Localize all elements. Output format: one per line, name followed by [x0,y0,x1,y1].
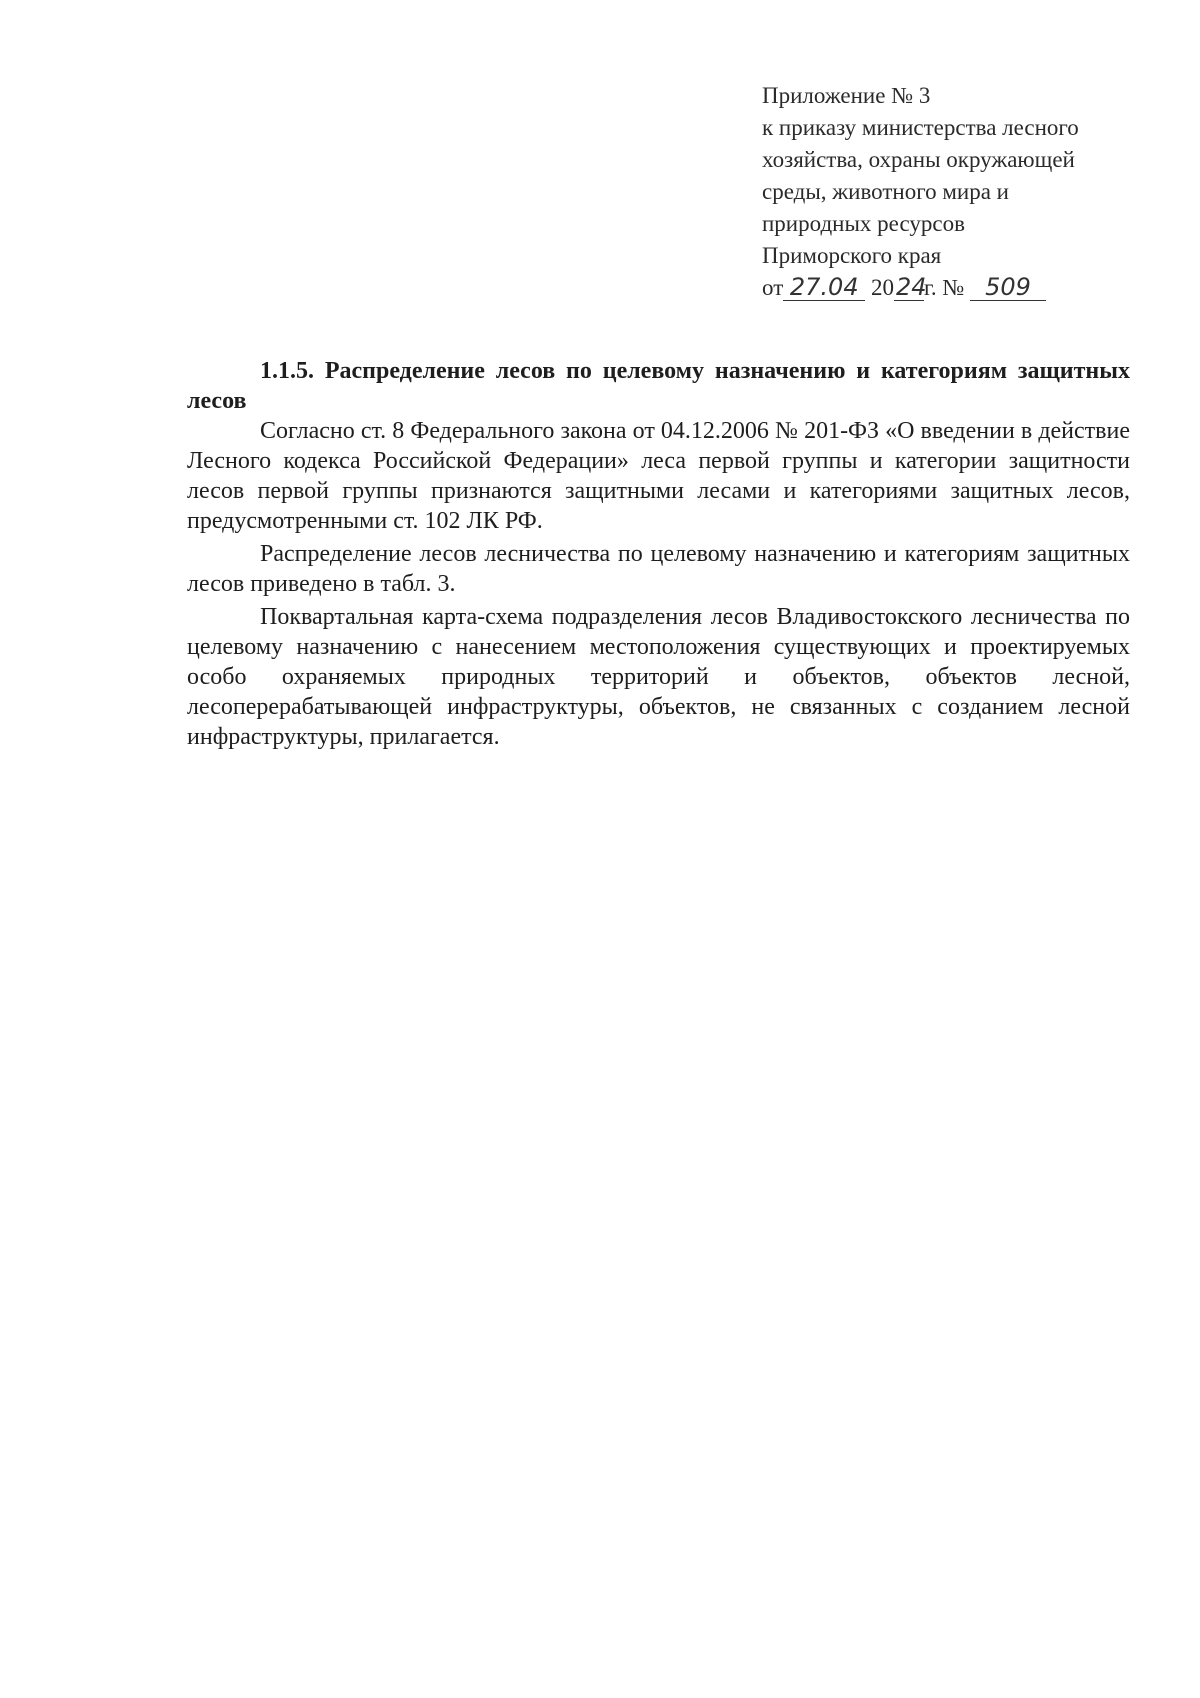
order-date-line [762,272,1162,304]
paragraph-table-reference: Распределение лесов лесничества по целевому назначению и категориям защитных лесов приведено в табл. 3. [187,541,1130,597]
paragraph-map-scheme: Поквартальная карта-схема подразделения лесов Владивостокского лесничества по целевому назначению с нанесением местоположения существующих и проектируемых особо охраняемых природных территорий и объектов, объектов лесной, лесоперерабатывающей инфраструктуры, объектов, не связанных с созданием лесной инфраструктуры, прилагается. [187,604,1130,750]
order-year-prefix: 20 [871,275,894,300]
handwritten-year: 24 [896,273,927,301]
handwritten-number: 509 [970,274,1046,301]
appendix-title: Приложение № 3 [762,83,931,108]
section-content [187,356,1130,752]
appendix-line-4: среды, животного мира и [762,179,1009,204]
order-prefix: от [762,275,784,300]
order-number-prefix: г. № [924,275,965,300]
section-heading: 1.1.5. Распределение лесов по целевому назначению и категориям защитных лесов [187,358,1130,414]
paragraph-law-reference: Согласно ст. 8 Федерального закона от 04.12.2006 № 201-ФЗ «О введении в действие Лесного кодекса Российской Федерации» леса первой группы и категории защитности лесов первой группы признаются защитными лесами и категориями защитных лесов, предусмотренными ст. 102 ЛК РФ. [187,418,1130,534]
appendix-line-3: хозяйства, охраны окружающей [762,147,1075,172]
handwritten-date: 27.04 [783,274,865,301]
appendix-line-2: к приказу министерства лесного [762,115,1079,140]
appendix-block [762,80,1162,304]
appendix-line-6: Приморского края [762,243,942,268]
appendix-line-5: природных ресурсов [762,211,965,236]
